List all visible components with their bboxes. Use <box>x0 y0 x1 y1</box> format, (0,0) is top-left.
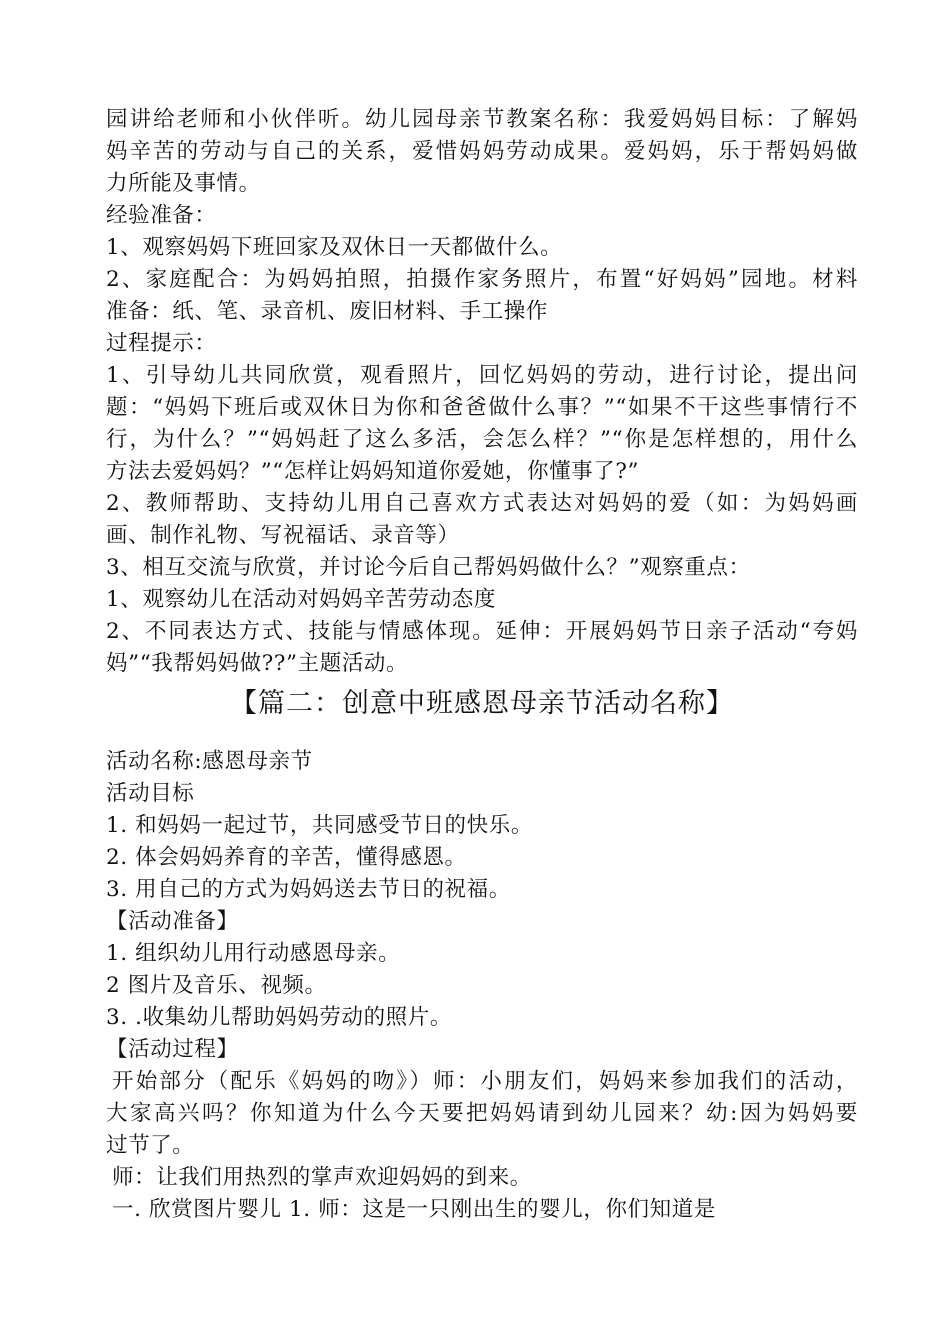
list-item: 3. .收集幼儿帮助妈妈劳动的照片。 <box>106 1005 452 1030</box>
paragraph-line: 园讲给老师和小伙伴听。幼儿园母亲节教案名称：我爱妈妈目标：了解妈 <box>106 107 858 132</box>
paragraph-line: 准备：纸、笔、录音机、废旧材料、手工操作 <box>106 299 549 324</box>
paragraph-line: 师：让我们用热烈的掌声欢迎妈妈的到来。 <box>112 1165 532 1190</box>
subheading-experience-prep: 经验准备： <box>106 203 217 228</box>
list-item: 3. 用自己的方式为妈妈送去节日的祝福。 <box>106 877 511 902</box>
subheading-process-tips: 过程提示： <box>106 331 217 356</box>
list-item: 1、观察幼儿在活动对妈妈辛苦劳动态度 <box>106 587 496 612</box>
subheading-activity-process: 【活动过程】 <box>106 1037 239 1062</box>
list-item: 2. 体会妈妈养育的辛苦，懂得感恩。 <box>106 845 467 870</box>
paragraph-line: 力所能及事情。 <box>106 171 261 196</box>
list-item: 1、引导幼儿共同欣赏，观看照片，回忆妈妈的劳动，进行讨论，提出问 <box>106 363 858 388</box>
paragraph-line: 题：“妈妈下班后或双休日为你和爸爸做什么事？”“如果不干这些事情行不 <box>106 395 858 420</box>
section-2 <box>106 746 858 1226</box>
activity-name: 活动名称:感恩母亲节 <box>106 749 313 774</box>
list-item: 2、教师帮助、支持幼儿用自己喜欢方式表达对妈妈的爱（如：为妈妈画 <box>106 491 858 516</box>
subheading-activity-prep: 【活动准备】 <box>106 909 239 934</box>
paragraph-line: 方法去爱妈妈？”“怎样让妈妈知道你爱她，你懂事了?” <box>106 459 640 484</box>
list-item: 2、家庭配合：为妈妈拍照，拍摄作家务照片，布置“好妈妈”园地。材料 <box>106 267 858 292</box>
paragraph-line: 一. 欣赏图片婴儿 1. 师：这是一只刚出生的婴儿，你们知道是 <box>112 1197 716 1222</box>
list-item: 2 图片及音乐、视频。 <box>106 973 327 998</box>
paragraph-line: 妈辛苦的劳动与自己的关系，爱惜妈妈劳动成果。爱妈妈，乐于帮妈妈做 <box>106 139 858 164</box>
paragraph-line: 妈”“我帮妈妈做??”主题活动。 <box>106 651 409 676</box>
paragraph-line: 过节了。 <box>106 1133 195 1158</box>
section-1 <box>106 104 858 680</box>
paragraph-line: 开始部分（配乐《妈妈的吻》）师：小朋友们，妈妈来参加我们的活动， <box>112 1069 858 1094</box>
list-item: 1、观察妈妈下班回家及双休日一天都做什么。 <box>106 235 563 260</box>
list-item: 2、不同表达方式、技能与情感体现。延伸：开展妈妈节日亲子活动“夸妈 <box>106 619 858 644</box>
paragraph-line: 画、制作礼物、写祝福话、录音等） <box>106 523 460 548</box>
list-item: 1. 和妈妈一起过节，共同感受节日的快乐。 <box>106 813 533 838</box>
section-heading: 【篇二：创意中班感恩母亲节活动名称】 <box>230 688 734 719</box>
subheading-activity-goals: 活动目标 <box>106 781 195 806</box>
list-item: 3、相互交流与欣赏，并讨论今后自己帮妈妈做什么？”观察重点： <box>106 555 751 580</box>
paragraph-line: 行，为什么？”“妈妈赶了这么多活，会怎么样？”“你是怎样想的，用什么 <box>106 427 858 452</box>
list-item: 1. 组织幼儿用行动感恩母亲。 <box>106 941 401 966</box>
document-page <box>106 104 858 1226</box>
paragraph-line: 大家高兴吗？你知道为什么今天要把妈妈请到幼儿园来？幼:因为妈妈要 <box>106 1101 858 1126</box>
